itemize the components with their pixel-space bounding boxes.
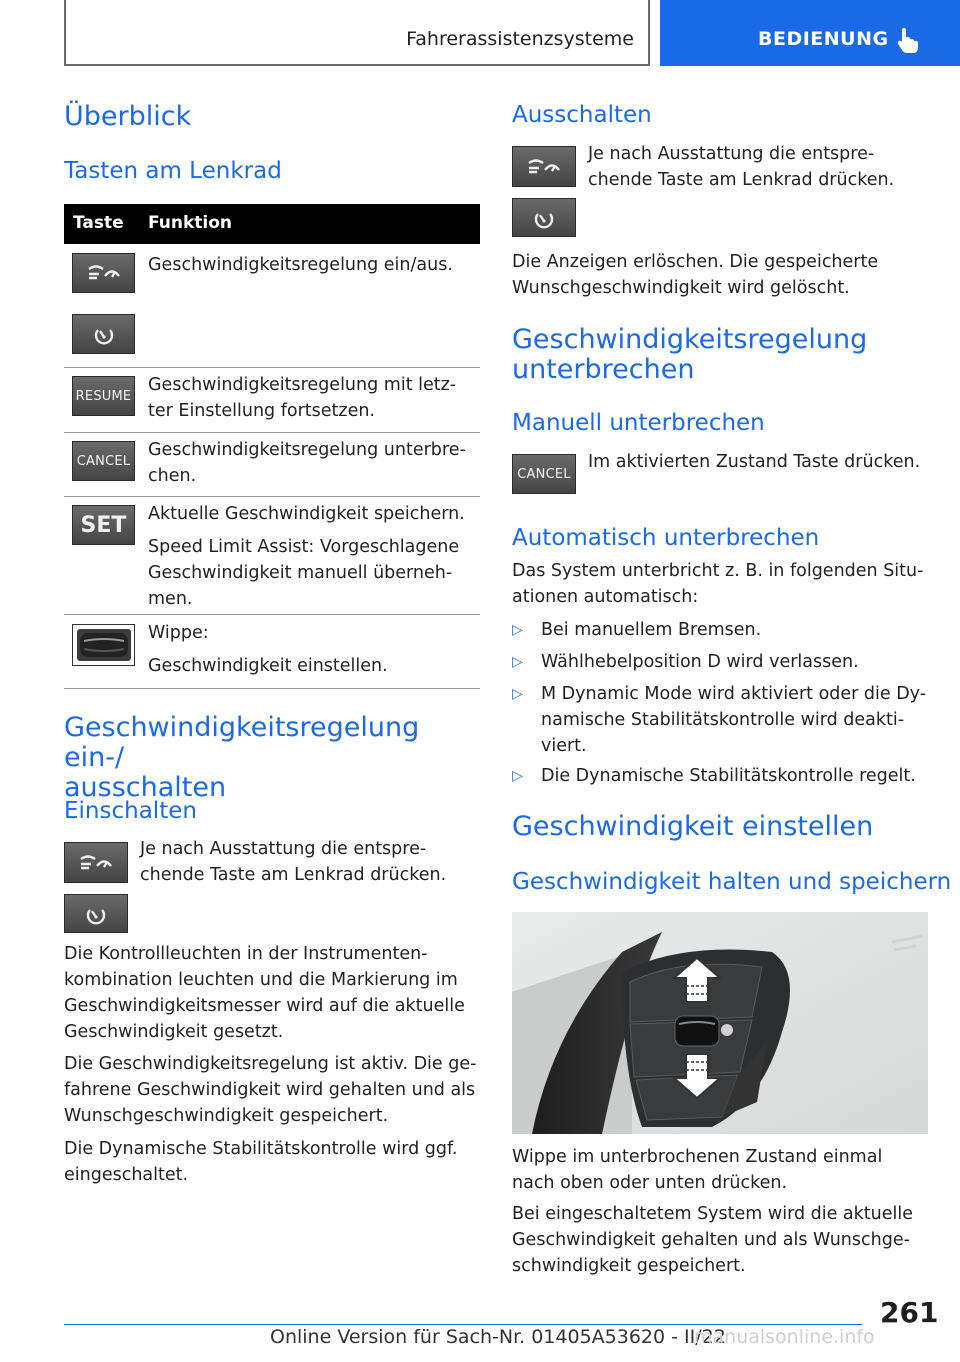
table-divider (64, 367, 480, 368)
rocker-switch-button (72, 624, 135, 666)
table-divider (64, 614, 480, 615)
table-header (64, 204, 480, 244)
row2-function: Geschwindigkeitsregelung mit letz- ter Einstellung fortsetzen. (148, 375, 457, 421)
auto-interrupt-title: Automatisch unterbrechen (512, 525, 820, 551)
caption-rocker: Wippe im unterbrochenen Zustand einmal nach oben oder unten drücken. (512, 1147, 883, 1193)
cruise-control-icon (78, 852, 114, 874)
caption-system: Bei eingeschaltetem System wird die aktuelle Geschwindigkeit gehalten und als Wunschge- schwindigkeit gespeichert. (512, 1204, 913, 1276)
table-col-key: Taste (73, 213, 124, 233)
resume-button: RESUME (72, 376, 135, 416)
cancel-button: CANCEL (512, 454, 576, 494)
ausschalten-text: Je nach Ausstattung die entspre- chende Taste am Lenkrad drücken. (588, 144, 895, 190)
table-divider (64, 688, 480, 689)
row3-function: Geschwindigkeitsregelung unterbre- chen. (148, 440, 466, 486)
cancel-button: CANCEL (72, 441, 135, 481)
cruise-control-icon (526, 156, 562, 178)
bullet-triangle-icon: ▷ (512, 686, 523, 702)
auto-interrupt-text: Das System unterbricht z. B. in folgenden Situ- ationen automatisch: (512, 561, 924, 607)
cruise-control-alt-icon (83, 902, 109, 926)
footer-watermark: manualsonline.info (694, 1326, 875, 1348)
cruise-control-alt-button (512, 198, 576, 237)
bullet-triangle-icon: ▷ (512, 654, 523, 670)
table-divider (64, 432, 480, 433)
manual-interrupt-text: Im aktivierten Zustand Taste drücken. (588, 452, 921, 472)
paragraph-indicators: Die Kontrollleuchten in der Instrumenten- kombination leuchten und die Markierung im Geschwindigkeitsmesser wird auf die aktuelle Geschwindigkeit gesetzt. (64, 944, 465, 1042)
row5-function: Wippe: Geschwindigkeit einstellen. (148, 623, 388, 676)
bullet-triangle-icon: ▷ (512, 622, 523, 638)
bullet-triangle-icon: ▷ (512, 768, 523, 784)
set-speed-title: Geschwindigkeit einstellen (512, 811, 874, 842)
cruise-control-alt-button (64, 894, 128, 933)
header-chapter-box (660, 0, 960, 66)
cruise-control-alt-icon (531, 206, 557, 230)
cruise-control-button (512, 146, 576, 187)
cruise-control-alt-icon (91, 322, 117, 346)
page-title: Überblick (64, 101, 192, 132)
footer-online-version: Online Version für Sach-Nr. 01405A53620 - II/22 (270, 1326, 726, 1348)
steering-wheel-photo (512, 912, 928, 1134)
einschalten-text: Je nach Ausstattung die entspre- chende Taste am Lenkrad drücken. (140, 839, 447, 885)
table-divider (64, 496, 480, 497)
subtitle-steering-buttons: Tasten am Lenkrad (64, 158, 282, 184)
header-chapter-title: BEDIENUNG (758, 28, 889, 50)
einschalten-title: Einschalten (64, 798, 197, 824)
page-number: 261 (880, 1296, 939, 1329)
paragraph-active: Die Geschwindigkeitsregelung ist aktiv. Die ge- fahrene Geschwindigkeit wird gehalten und als Wunschgeschwindigkeit gespeichert. (64, 1054, 477, 1126)
manual-interrupt-title: Manuell unterbrechen (512, 410, 765, 436)
rocker-switch-icon (76, 628, 132, 662)
header-section-title: Fahrerassistenzsysteme (406, 28, 634, 50)
paragraph-off: Die Anzeigen erlöschen. Die gespeicherte Wunschgeschwindigkeit wird gelöscht. (512, 252, 879, 298)
cruise-control-button (64, 842, 128, 883)
paragraph-dsc: Die Dynamische Stabilitätskontrolle wird ggf. eingeschaltet. (64, 1139, 458, 1185)
ausschalten-title: Ausschalten (512, 102, 652, 128)
table-col-function: Funktion (148, 213, 233, 233)
cruise-control-alt-button (72, 314, 135, 354)
footer-divider (64, 1324, 862, 1325)
header-section-box (64, 0, 650, 66)
set-button: SET (72, 505, 135, 545)
row1-function: Geschwindigkeitsregelung ein/aus. (148, 255, 453, 275)
hand-pointer-icon (894, 26, 922, 54)
section-interrupt-title: Geschwindigkeitsregelung unterbrechen (512, 324, 868, 385)
steering-wheel-illustration (512, 912, 928, 1134)
cruise-control-icon (86, 262, 122, 284)
cruise-control-button (72, 253, 135, 293)
section-on-off-title: Geschwindigkeitsregelung ein-/ ausschalten (64, 712, 420, 803)
hold-speed-title: Geschwindigkeit halten und speichern (512, 869, 952, 895)
row4-function: Aktuelle Geschwindigkeit speichern. Speed Limit Assist: Vorgeschlagene Geschwindigkeit manuell überneh- men. (148, 504, 465, 609)
